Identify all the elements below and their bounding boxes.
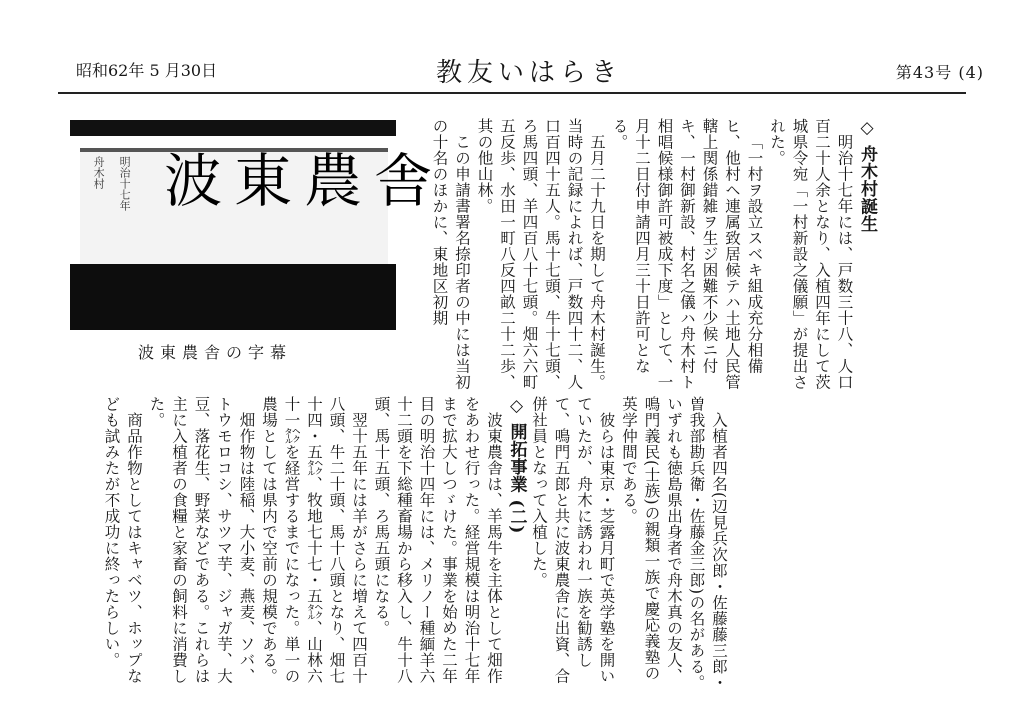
paragraph: 翌十五年には羊がさらに増えて四百十八頭、牛二十頭、馬十八頭となり、畑七十四・五㌶、牧地七十七・五㌶、山林六十一㌶を経営するまでになった。単一の農場としては県内で空前の規模である。 bbox=[260, 396, 368, 684]
banner-inscription-right: 明治十七年 bbox=[118, 156, 132, 211]
paragraph: 波東農舎は、羊馬牛を主体として畑作をあわせ行った。経営規模は明治十七年まで拡大しつゞけた。事業を始めた二年目の明治十四年には、メリノー種緬羊六十二頭を下総種畜場から移入し、牛十八頭、馬十五頭、ろ馬五頭になる。 bbox=[372, 396, 503, 684]
paragraph: 入植者四名(辺見兵次郎・佐藤藤三郎・曽我部勘兵衛・佐藤金三郎)の名がある。いずれも徳島県出身者で舟木真の友人、鳴門義民(士族)の親類一族で慶応義塾の英学仲間である。 bbox=[620, 396, 728, 691]
article-funaki-village bbox=[428, 118, 878, 390]
photo-dark-band-bottom bbox=[70, 264, 396, 330]
photo-caption: 波東農舎の字幕 bbox=[138, 343, 293, 362]
banner-inscription-left: 舟木村 bbox=[92, 156, 106, 189]
publication-date: 昭和62年 5 月30日 bbox=[76, 61, 218, 80]
paragraph: 「一村ヲ設立スベキ組成充分相備ヒ、他村ヘ連属致居候テハ土地人民管轄上関係錯雑ヲ生ジ困難不少候ニ付キ、一村御新設、村名之儀ハ舟木村ト相唱候様御許可被成下度」として、一月十二日付申請四月三十日許可となる。 bbox=[610, 118, 764, 390]
paragraph: 五月二十九日を期して舟木村誕生。当時の記録によれば、戸数四十二、人口百四十五人。馬十七頭、牛十七頭、ろ馬四頭、羊四百八十七頭。畑六六町五反歩、水田一町八反四畝二十二歩、其の他山林。 bbox=[475, 118, 606, 390]
photo-dark-band-top bbox=[70, 120, 396, 136]
paragraph: 明治十七年には、戸数三十八、人口百二十人余となり、入植四年にして茨城県令宛「一村新設之儀願」が提出された。 bbox=[768, 118, 854, 390]
calligraphy-text: 波東農舎 bbox=[164, 147, 445, 215]
masthead-rule bbox=[58, 92, 966, 94]
paragraph: 彼らは東京・芝露月町で英学塾を開いていたが、舟木に誘われ一族を勧誘して、鳴門五郎と共に波東農舎に出資、合併社員となって入植した。 bbox=[530, 396, 616, 684]
article-settlers-and-pioneering bbox=[100, 396, 730, 696]
paragraph: 商品作物としてはキャベツ、ホップなども試みたが不成功に終ったらしい。 bbox=[102, 396, 143, 684]
calligraphy-banner-photo bbox=[70, 120, 445, 330]
issue-number: 第43号 (4) bbox=[895, 63, 984, 82]
paragraph: この申請書署名捺印者の中には当初の十名のほかに、東地区初期 bbox=[430, 118, 471, 390]
newspaper-title: 教友いはらき bbox=[436, 58, 623, 88]
paragraph: 畑作物は陸稲、大小麦、燕麦、ソバ、トウモロコシ、サツマ芋、ジャガ芋、大豆、落花生、野菜などである。これらは主に入植者の食糧と家畜の飼料に消費した。 bbox=[147, 396, 256, 684]
section-heading: ◇ 舟木村誕生 bbox=[857, 118, 877, 233]
masthead bbox=[40, 54, 984, 90]
section-heading: ◇ 開拓事業 (二) bbox=[506, 396, 527, 534]
